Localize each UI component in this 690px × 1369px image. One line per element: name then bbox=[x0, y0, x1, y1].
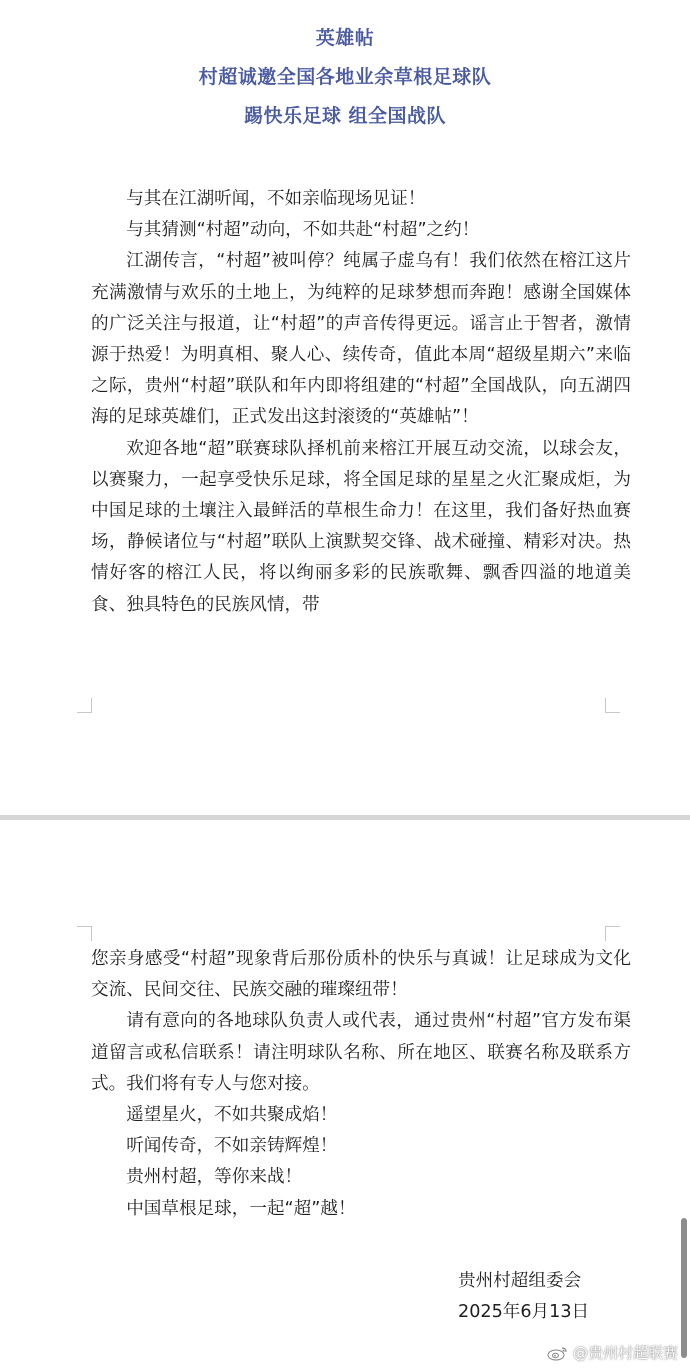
page-1-body bbox=[91, 184, 631, 621]
paragraph: 贵州村超，等你来战！ bbox=[126, 1167, 303, 1188]
signature-block bbox=[458, 1266, 589, 1328]
page-2-body bbox=[91, 944, 631, 1225]
document-header bbox=[0, 28, 690, 145]
paragraph: 中国草根足球，一起“超”越！ bbox=[126, 1198, 356, 1219]
page-corner-mark bbox=[605, 926, 620, 941]
signature-org: 贵州村超组委会 bbox=[458, 1271, 582, 1291]
paragraph: 听闻传奇，不如亲铸辉煌！ bbox=[126, 1136, 338, 1157]
paragraph: 遥望星火，不如共聚成焰！ bbox=[126, 1105, 338, 1126]
paragraph-continuation: 您亲身感受“村超”现象背后那份质朴的快乐与真诚！让足球成为文化交流、民间交往、民族交融的璀璨纽带！ bbox=[91, 949, 631, 1001]
vertical-scrollbar[interactable] bbox=[681, 1218, 687, 1358]
header-subtitle: 村超诚邀全国各地业余草根足球队 bbox=[198, 66, 492, 88]
paragraph: 请有意向的各地球队负责人或代表，通过贵州“村超”官方发布渠道留言或私信联系！请注明球队名称、所在地区、联赛名称及联系方式。我们将有专人与您对接。 bbox=[91, 1011, 631, 1094]
page-corner-mark bbox=[77, 926, 92, 941]
document-page-2 bbox=[0, 820, 690, 1369]
watermark-text: @贵州村超联赛 bbox=[572, 1344, 678, 1362]
paragraph: 江湖传言，“村超”被叫停？纯属子虚乌有！我们依然在榕江这片充满激情与欢乐的土地上，为纯粹的足球梦想而奔跑！感谢全国媒体的广泛关注与报道，让“村超”的声音传得更远。谣言止于智者，激情源于热爱！为明真相、聚人心、续传奇，值此本周“超级星期六”来临之际，贵州“村超”联队和年内即将组建的“村超”全国战队，向五湖四海的足球英雄们，正式发出这封滚烫的“英雄帖”！ bbox=[91, 251, 631, 428]
weibo-icon bbox=[547, 1345, 569, 1361]
header-title: 英雄帖 bbox=[315, 27, 375, 49]
header-slogan: 踢快乐足球 组全国战队 bbox=[243, 105, 447, 127]
paragraph: 欢迎各地“超”联赛球队择机前来榕江开展互动交流，以球会友，以赛聚力，一起享受快乐足球，将全国足球的星星之火汇聚成炬，为中国足球的土壤注入最鲜活的草根生命力！在这里，我们备好热血赛场，静候诸位与“村超”联队上演默契交锋、战术碰撞、精彩对决。热情好客的榕江人民，将以绚丽多彩的民族歌舞、飘香四溢的地道美食、独具特色的民族风情，带 bbox=[91, 438, 631, 615]
weibo-watermark bbox=[547, 1342, 678, 1363]
paragraph: 与其在江湖听闻，不如亲临现场见证！ bbox=[126, 189, 426, 209]
page-corner-mark bbox=[605, 698, 620, 713]
page-corner-mark bbox=[77, 698, 92, 713]
paragraph: 与其猜测“村超”动向，不如共赴“村超”之约！ bbox=[126, 220, 480, 241]
signature-date: 2025年6月13日 bbox=[458, 1302, 590, 1323]
